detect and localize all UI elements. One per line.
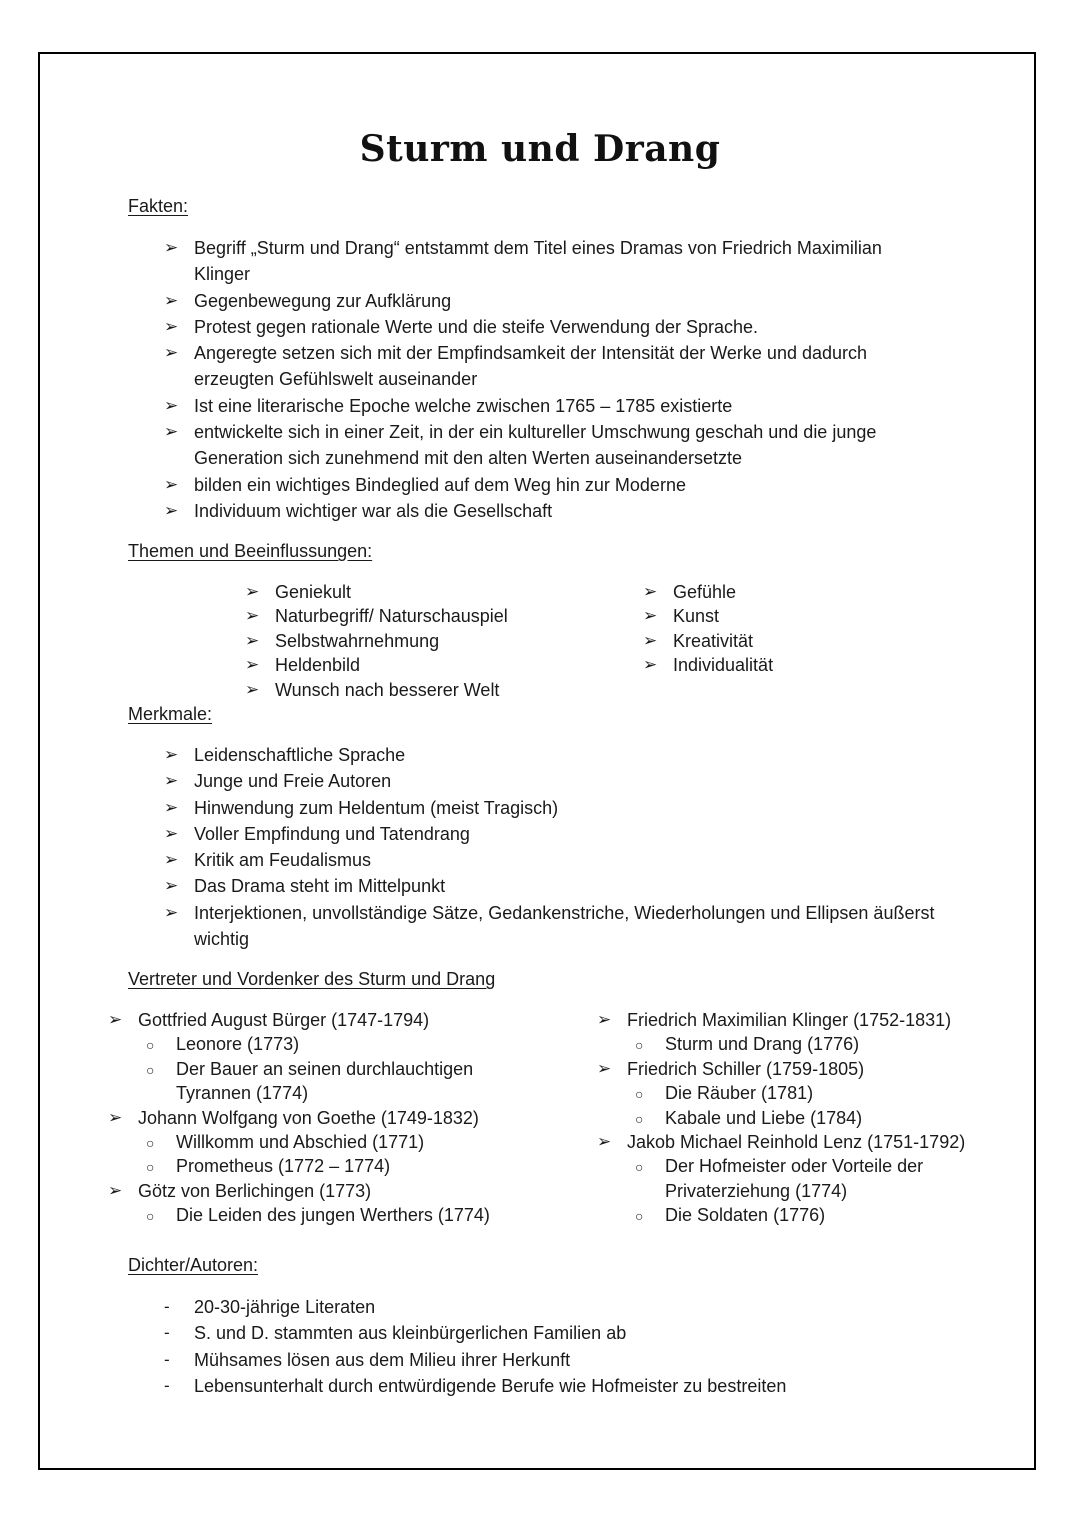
list-item: - Mühsames lösen aus dem Milieu ihrer Herkunft — [160, 1347, 1020, 1373]
arrow-bullet-icon: ➢ — [597, 1058, 612, 1078]
arrow-bullet-icon: ➢ — [164, 850, 179, 870]
section-heading-merkmale: Merkmale: — [128, 704, 213, 724]
list-item: ➢ Begriff „Sturm und Drang“ entstammt dem Titel eines Dramas von Friedrich Maximilian — [164, 235, 1004, 261]
arrow-bullet-icon: ➢ — [164, 771, 179, 791]
list-item: ➢ Selbstwahrnehmung — [245, 629, 605, 653]
list-item: ○ Die Soldaten (1776) — [635, 1203, 1017, 1227]
circle-bullet-icon: ○ — [635, 1159, 644, 1176]
list-item: ➢ Geniekult — [245, 580, 605, 604]
list-item: ○ Der Hofmeister oder Vorteile der — [635, 1154, 1017, 1178]
arrow-bullet-icon: ➢ — [164, 876, 179, 896]
list-item: Klinger — [194, 264, 251, 285]
list-item: Privaterziehung (1774) — [665, 1180, 848, 1201]
list-item: ➢ Friedrich Maximilian Klinger (1752-1831) — [597, 1008, 1017, 1032]
arrow-bullet-icon: ➢ — [245, 630, 260, 650]
arrow-bullet-icon: ➢ — [164, 823, 179, 843]
list-item: ➢ Gottfried August Bürger (1747-1794) — [108, 1008, 578, 1032]
arrow-bullet-icon: ➢ — [164, 797, 179, 817]
list-item: ○ Kabale und Liebe (1784) — [635, 1106, 1017, 1130]
list-item: ➢ Kunst — [643, 604, 943, 628]
list-item: ➢ Götz von Berlichingen (1773) — [108, 1179, 578, 1203]
dash-bullet-icon: - — [164, 1349, 170, 1369]
arrow-bullet-icon: ➢ — [597, 1132, 612, 1152]
circle-bullet-icon: ○ — [146, 1037, 155, 1054]
arrow-bullet-icon: ➢ — [643, 630, 658, 650]
arrow-bullet-icon: ➢ — [164, 474, 179, 494]
circle-bullet-icon: ○ — [635, 1110, 644, 1127]
list-item: ➢ Friedrich Schiller (1759-1805) — [597, 1057, 1017, 1081]
arrow-bullet-icon: ➢ — [108, 1180, 123, 1200]
list-item: ➢ Leidenschaftliche Sprache — [164, 742, 1004, 768]
arrow-bullet-icon: ➢ — [164, 290, 179, 310]
vertreter-list-right — [597, 1008, 1017, 1228]
list-item: ➢ Gefühle — [643, 580, 943, 604]
list-item: ➢ Naturbegriff/ Naturschauspiel — [245, 604, 605, 628]
list-item: - Lebensunterhalt durch entwürdigende Berufe wie Hofmeister zu bestreiten — [160, 1373, 1020, 1399]
list-item: ➢ Ist eine literarische Epoche welche zwischen 1765 – 1785 existierte — [164, 393, 1004, 419]
arrow-bullet-icon: ➢ — [245, 679, 260, 699]
list-item: ○ Willkomm und Abschied (1771) — [146, 1130, 578, 1154]
circle-bullet-icon: ○ — [635, 1037, 644, 1054]
section-heading-dichter: Dichter/Autoren: — [128, 1255, 259, 1275]
list-item: ➢ Heldenbild — [245, 653, 605, 677]
arrow-bullet-icon: ➢ — [108, 1107, 123, 1127]
themen-list-left — [245, 580, 605, 702]
arrow-bullet-icon: ➢ — [643, 655, 658, 675]
list-item: - 20-30-jährige Literaten — [160, 1294, 1020, 1320]
list-item: ➢ Angeregte setzen sich mit der Empfindsamkeit der Intensität der Werke und dadurch — [164, 340, 1004, 366]
list-item: ➢ Protest gegen rationale Werte und die steife Verwendung der Sprache. — [164, 314, 1004, 340]
dash-bullet-icon: - — [164, 1375, 170, 1395]
section-heading-themen: Themen und Beeinflussungen: — [128, 541, 373, 561]
list-item: - S. und D. stammten aus kleinbürgerlichen Familien ab — [160, 1320, 1020, 1346]
list-item: Generation sich zunehmend mit den alten Werten auseinandersetzte — [194, 448, 742, 469]
circle-bullet-icon: ○ — [146, 1135, 155, 1152]
list-item: ➢ Kreativität — [643, 629, 943, 653]
list-item: ○ Prometheus (1772 – 1774) — [146, 1154, 578, 1178]
list-item: ○ Leonore (1773) — [146, 1032, 578, 1056]
list-item: ➢ Individualität — [643, 653, 943, 677]
list-item: ➢ Jakob Michael Reinhold Lenz (1751-1792) — [597, 1130, 1017, 1154]
list-item: Tyrannen (1774) — [176, 1083, 309, 1104]
list-item: ➢ Gegenbewegung zur Aufklärung — [164, 288, 1004, 314]
list-item: ➢ entwickelte sich in einer Zeit, in der ein kultureller Umschwung geschah und die junge — [164, 419, 1004, 445]
list-item: erzeugten Gefühlswelt auseinander — [194, 369, 478, 390]
circle-bullet-icon: ○ — [635, 1086, 644, 1103]
arrow-bullet-icon: ➢ — [643, 606, 658, 626]
section-heading-fakten: Fakten: — [128, 196, 189, 216]
list-item: ➢ Junge und Freie Autoren — [164, 768, 1004, 794]
circle-bullet-icon: ○ — [146, 1208, 155, 1225]
list-item: ➢ Voller Empfindung und Tatendrang — [164, 821, 1004, 847]
arrow-bullet-icon: ➢ — [164, 395, 179, 415]
arrow-bullet-icon: ➢ — [643, 582, 658, 601]
circle-bullet-icon: ○ — [146, 1061, 155, 1078]
list-item: ○ Die Räuber (1781) — [635, 1081, 1017, 1105]
arrow-bullet-icon: ➢ — [245, 606, 260, 626]
list-item: ○ Die Leiden des jungen Werthers (1774) — [146, 1203, 578, 1227]
list-item: ➢ Das Drama steht im Mittelpunkt — [164, 873, 1004, 899]
arrow-bullet-icon: ➢ — [164, 500, 179, 520]
fakten-list — [164, 235, 1004, 524]
list-item: wichtig — [194, 929, 250, 950]
themen-list-right — [643, 580, 943, 678]
list-item: ○ Sturm und Drang (1776) — [635, 1032, 1017, 1056]
section-heading-vertreter: Vertreter und Vordenker des Sturm und Drang — [128, 969, 496, 989]
list-item: ➢ Wunsch nach besserer Welt — [245, 678, 605, 702]
list-item: ➢ Individuum wichtiger war als die Gesellschaft — [164, 498, 1004, 524]
list-item: ○ Der Bauer an seinen durchlauchtigen — [146, 1057, 578, 1081]
arrow-bullet-icon: ➢ — [164, 343, 179, 363]
page-title: Sturm und Drang — [359, 128, 721, 170]
circle-bullet-icon: ○ — [635, 1208, 644, 1225]
dash-bullet-icon: - — [164, 1297, 170, 1316]
arrow-bullet-icon: ➢ — [164, 902, 179, 922]
list-item: ➢ Hinwendung zum Heldentum (meist Tragisch) — [164, 795, 1004, 821]
merkmale-list — [164, 742, 1004, 952]
arrow-bullet-icon: ➢ — [164, 238, 179, 257]
arrow-bullet-icon: ➢ — [164, 422, 179, 442]
arrow-bullet-icon: ➢ — [164, 316, 179, 336]
list-item: ➢ Kritik am Feudalismus — [164, 847, 1004, 873]
arrow-bullet-icon: ➢ — [164, 745, 179, 764]
list-item: ➢ bilden ein wichtiges Bindeglied auf dem Weg hin zur Moderne — [164, 472, 1004, 498]
arrow-bullet-icon: ➢ — [245, 582, 260, 601]
arrow-bullet-icon: ➢ — [245, 655, 260, 675]
list-item: ➢ Johann Wolfgang von Goethe (1749-1832) — [108, 1106, 578, 1130]
dash-bullet-icon: - — [164, 1323, 170, 1343]
arrow-bullet-icon: ➢ — [597, 1010, 612, 1029]
arrow-bullet-icon: ➢ — [108, 1010, 123, 1029]
list-item: ➢ Interjektionen, unvollständige Sätze, Gedankenstriche, Wiederholungen und Ellipsen äußerst — [164, 900, 1004, 926]
circle-bullet-icon: ○ — [146, 1159, 155, 1176]
vertreter-list-left — [108, 1008, 578, 1228]
dichter-list — [160, 1294, 1020, 1399]
